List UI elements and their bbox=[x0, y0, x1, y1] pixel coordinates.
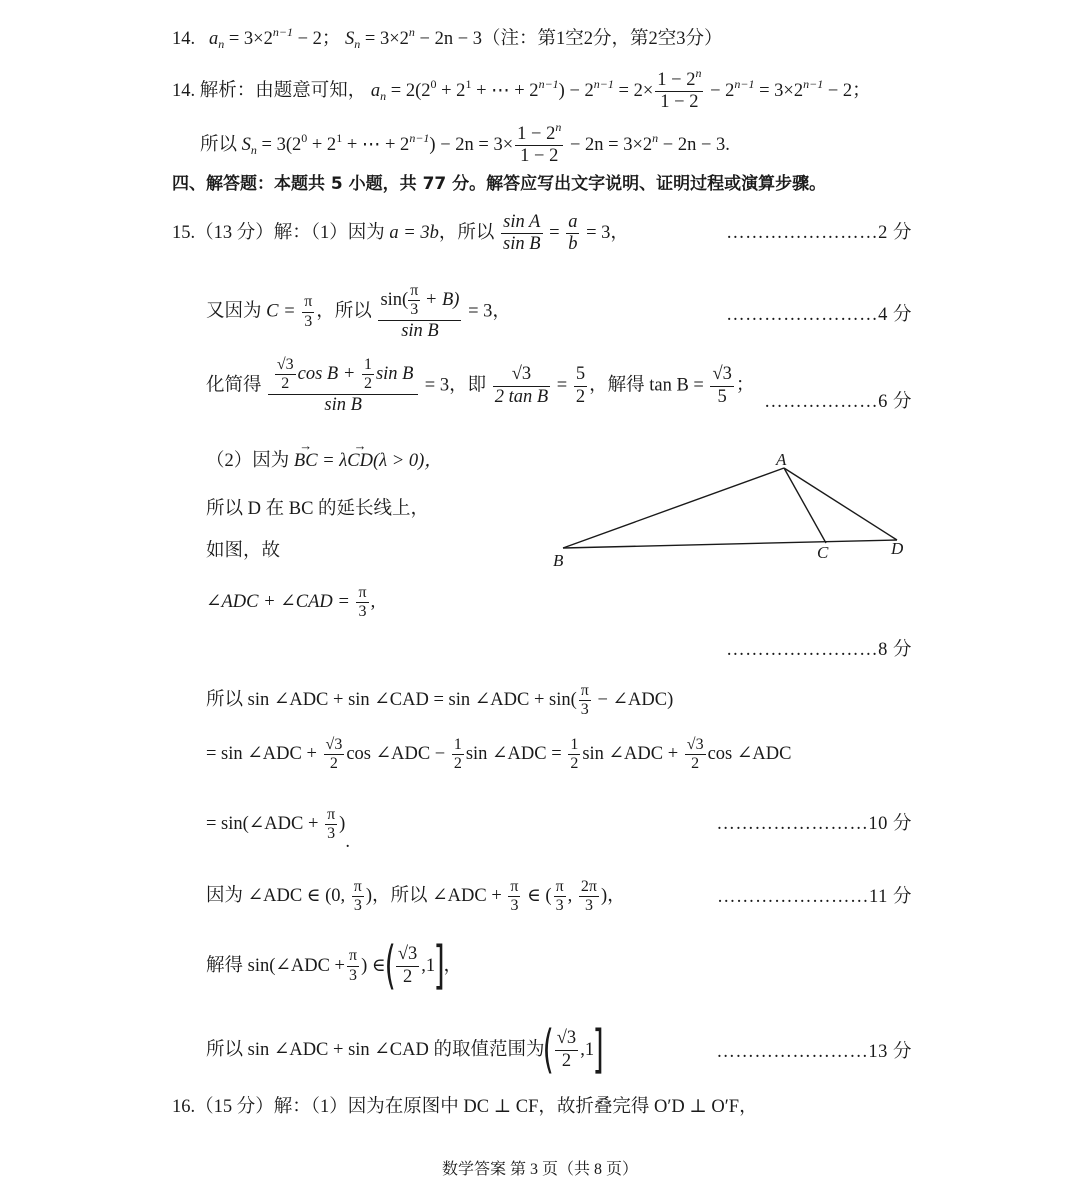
score-10: ……………………10 分 bbox=[716, 814, 912, 834]
q15-line10: = sin ∠ADC + $\frac{√3}{2}$ cos ∠ADC − $\frac{1}{2}$ sin ∠ADC = $\frac{1}{2}$ sin ∠ADC + $\frac{√3}{2}$ cos ∠ADC bbox=[206, 736, 792, 773]
vertex-B: B bbox=[553, 551, 564, 570]
analysis-14-sum: 所以 $S_n = 3(2^0 + 2^1$ + ⋯ + $2^{n-1}) - 2n = 3\times$ $\frac{1 - 2^n}{1 - 2}$ − $2n = 3\times 2^n - 2n - 3$. bbox=[200, 120, 730, 167]
score-11: ……………………11 分 bbox=[717, 887, 912, 907]
vertex-A: A bbox=[776, 450, 787, 469]
q15-line9: 所以 sin ∠ADC + sin ∠CAD = sin ∠ADC + sin( $\frac{\pi}{3}$ − ∠ADC) bbox=[206, 682, 674, 719]
q15-line11: = sin(∠ADC + $\frac{\pi}{3}$ ). bbox=[206, 806, 350, 853]
q15-line1: 15.（13 分）解：（1）因为 a = 3b，所以 $\frac{\text{sin A}}{\text{sin B}}$ = $\frac{a}{b}$ = 3， bbox=[172, 212, 629, 255]
section-heading: 四、解答题：本题共 5 小题，共 77 分。解答应写出文字说明、证明过程或演算步骤。 bbox=[172, 174, 827, 194]
q16-line1: 16.（15 分）解：（1）因为在原图中 DC ⊥ CF，故折叠完得 O′D ⊥ O′F， bbox=[172, 1097, 758, 1117]
score-4: ……………………4 分 bbox=[726, 305, 912, 325]
q15-line5: 所以 D 在 BC 的延长线上， bbox=[206, 499, 430, 519]
q15-line6: 如图，故 bbox=[206, 541, 281, 561]
side-BA bbox=[563, 468, 784, 548]
side-AC bbox=[784, 468, 826, 543]
q15-line12: 因为 ∠ADC ∈ (0, $\frac{\pi}{3}$ )，所以 ∠ADC + $\frac{\pi}{3}$ ∈ ( $\frac{\pi}{3}$ , $\frac{2\pi}{3}$ )， bbox=[206, 878, 626, 915]
side-AD bbox=[784, 468, 897, 540]
q15-line7: ∠ADC + ∠CAD = $\frac{\pi}{3}$ , bbox=[206, 584, 376, 621]
score-6: ………………6 分 bbox=[764, 392, 912, 412]
answer-14: 14. $a_n = 3\times 2^{n-1} - 2$； $S_n = 3\times 2^n - 2n - 3$（注：第1空2分，第2空3分） bbox=[172, 25, 723, 51]
vertex-C: C bbox=[817, 543, 829, 562]
vertex-D: D bbox=[891, 539, 904, 558]
q15-line13: 解得 sin(∠ADC + $\frac{\pi}{3}$ ) ∈( $\frac{√3}{2}$ ,1]， bbox=[206, 936, 462, 996]
score-8: ……………………8 分 bbox=[726, 640, 912, 660]
q15-line3: 化简得 $\frac{√3}{2}$ cos B + $\frac{1}{2}$ sin B sin B = 3，即 $\frac{√3}{\text{2 tan B}}$ = $\frac{5}{2}$ ，解得 tan B = $\frac{√3}{5}$ ； bbox=[206, 356, 755, 415]
side-BD bbox=[563, 540, 897, 548]
q15-line2: 又因为 C = $\frac{\pi}{3}$ ，所以 sin( $\frac{\pi}{3}$ + B) sin B = 3， bbox=[206, 282, 511, 341]
analysis-14: 14. 解析：由题意可知， $a_n = 2(2^0 + 2^1$ + ⋯ + $2^{n-1}) - 2^{n-1} = 2\times$ $\frac{1 - 2^n}{1 - 2}$ − $2^{n-1} = 3\times 2^{n-1} - 2$； bbox=[172, 66, 871, 113]
page-footer: 数学答案 第 3 页（共 8 页） bbox=[441, 1161, 638, 1178]
q15-line14: 所以 sin ∠ADC + sin ∠CAD 的取值范围为( $\frac{√3}{2}$ ,1] bbox=[206, 1020, 604, 1080]
score-13: ……………………13 分 bbox=[716, 1042, 912, 1062]
triangle-figure bbox=[540, 448, 920, 578]
q15-line4: （2）因为 → BC = λ→ CD(λ > 0)， bbox=[206, 452, 443, 471]
score-2: ……………………2 分 bbox=[726, 223, 912, 243]
